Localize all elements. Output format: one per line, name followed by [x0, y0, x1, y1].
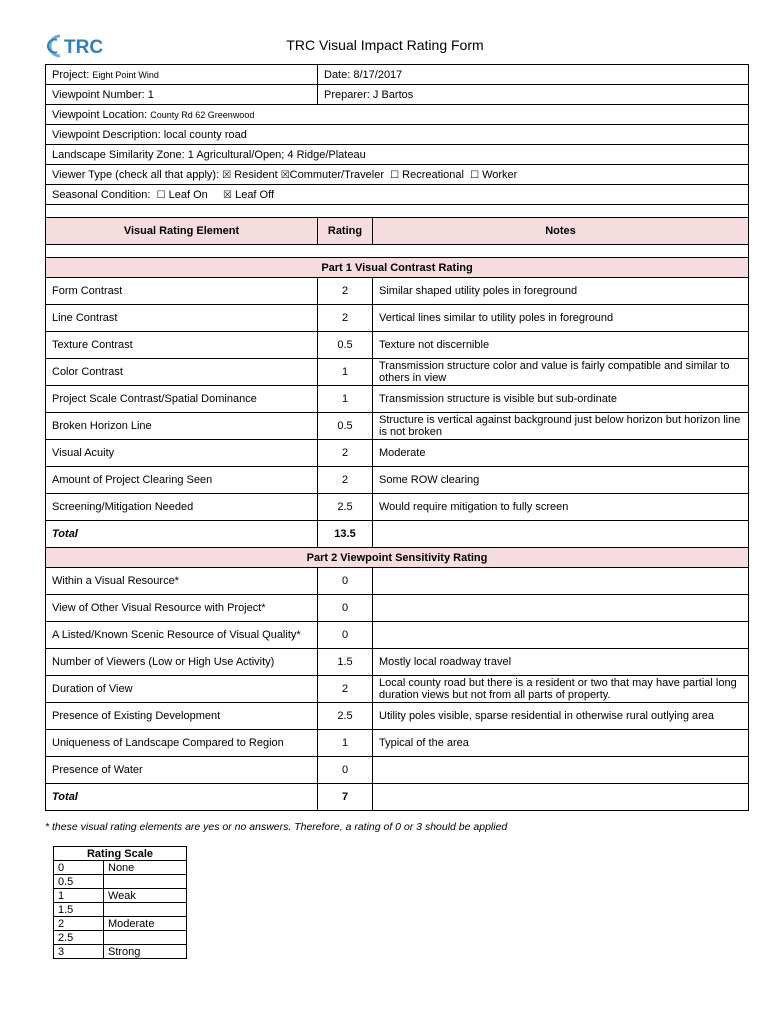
col-notes-header: Notes: [373, 218, 749, 245]
landscape-row: Landscape Similarity Zone: 1 Agricultural/Open; 4 Ridge/Plateau: [46, 145, 749, 165]
rating-value-cell: 2: [318, 278, 373, 305]
rating-element-cell: Within a Visual Resource*: [46, 568, 318, 595]
rating-scale-value: 0: [54, 861, 104, 875]
rating-scale-value: 0.5: [54, 875, 104, 889]
description-value: local county road: [163, 128, 247, 141]
viewpoint-preparer-row: [46, 85, 749, 105]
part1-title: Part 1 Visual Contrast Rating: [46, 258, 749, 278]
rating-value-cell: 0: [318, 568, 373, 595]
notes-cell: Texture not discernible: [373, 332, 749, 359]
table-row: [46, 568, 749, 595]
rating-scale-row: [54, 889, 187, 903]
rating-scale-label: [104, 903, 187, 917]
rating-scale-row: [54, 903, 187, 917]
rating-value-cell: 1: [318, 386, 373, 413]
part2-header-row: [46, 548, 749, 568]
rating-scale-value: 1: [54, 889, 104, 903]
part2-total-label: Total: [46, 784, 318, 811]
table-row: [46, 757, 749, 784]
project-date-row: [46, 65, 749, 85]
rating-value-cell: 2.5: [318, 703, 373, 730]
date-cell: Date: 8/17/2017: [318, 65, 749, 85]
table-row: [46, 386, 749, 413]
table-row: [46, 703, 749, 730]
checkbox-recreational[interactable]: ☐: [390, 169, 400, 181]
form-title: TRC Visual Impact Rating Form: [286, 37, 484, 53]
rating-element-cell: Uniqueness of Landscape Compared to Region: [46, 730, 318, 757]
table-row: [46, 622, 749, 649]
location-row: Viewpoint Location: County Rd 62 Greenwood: [46, 105, 749, 125]
rating-element-cell: Presence of Water: [46, 757, 318, 784]
part2-total-value: 7: [318, 784, 373, 811]
notes-cell: Local county road but there is a resident or two that may have partial long duration views but not from all parts of property.: [373, 676, 749, 703]
notes-cell: [373, 568, 749, 595]
rating-element-cell: Screening/Mitigation Needed: [46, 494, 318, 521]
part1-total-row: [46, 521, 749, 548]
col-element-header: Visual Rating Element: [46, 218, 318, 245]
rating-scale-label: None: [104, 861, 187, 875]
part1-total-label: Total: [46, 521, 318, 548]
viewer-type-row: Viewer Type (check all that apply): ☒ Resident ☒Commuter/Traveler ☐ Recreational ☐ Worker: [46, 165, 749, 185]
table-row: [46, 730, 749, 757]
part1-header-row: [46, 258, 749, 278]
part2-title: Part 2 Viewpoint Sensitivity Rating: [46, 548, 749, 568]
part2-total-row: [46, 784, 749, 811]
rating-scale-value: 2: [54, 917, 104, 931]
rating-element-cell: Texture Contrast: [46, 332, 318, 359]
project-value: Eight Point Wind: [92, 69, 159, 80]
col-rating-header: Rating: [318, 218, 373, 245]
rating-element-cell: Broken Horizon Line: [46, 413, 318, 440]
rating-value-cell: 0: [318, 595, 373, 622]
rating-value-cell: 2: [318, 440, 373, 467]
project-cell: Project: Eight Point Wind: [46, 65, 318, 85]
rating-element-cell: Visual Acuity: [46, 440, 318, 467]
rating-scale-label: [104, 931, 187, 945]
rating-value-cell: 2: [318, 305, 373, 332]
description-row: Viewpoint Description: local county road: [46, 125, 749, 145]
table-row: [46, 413, 749, 440]
checkbox-worker[interactable]: ☐: [470, 169, 480, 181]
part2-rows: [46, 568, 749, 784]
rating-element-cell: Number of Viewers (Low or High Use Activity): [46, 649, 318, 676]
rating-element-cell: Form Contrast: [46, 278, 318, 305]
rating-scale-row: [54, 861, 187, 875]
notes-cell: [373, 757, 749, 784]
table-row: [46, 305, 749, 332]
spacer-row: [46, 205, 749, 218]
table-row: [46, 649, 749, 676]
rating-element-cell: View of Other Visual Resource with Project*: [46, 595, 318, 622]
rating-scale-row: [54, 875, 187, 889]
rating-scale-label: Weak: [104, 889, 187, 903]
date-value: 8/17/2017: [353, 68, 403, 81]
notes-cell: Would require mitigation to fully screen: [373, 494, 749, 521]
rating-scale-row: [54, 917, 187, 931]
rating-form-table: [45, 64, 749, 811]
rating-scale-table: [53, 846, 187, 959]
column-header-row: [46, 218, 749, 245]
spacer-row: [46, 245, 749, 258]
rating-scale-row: [54, 945, 187, 959]
rating-value-cell: 0.5: [318, 332, 373, 359]
table-row: [46, 494, 749, 521]
checkbox-leaf-on[interactable]: ☐: [156, 189, 166, 201]
notes-cell: Some ROW clearing: [373, 467, 749, 494]
table-row: [46, 467, 749, 494]
landscape-value: 1 Agricultural/Open; 4 Ridge/Plateau: [187, 148, 366, 161]
rating-scale-header: [54, 847, 187, 861]
table-row: [46, 278, 749, 305]
notes-cell: [373, 595, 749, 622]
rating-value-cell: 0: [318, 622, 373, 649]
notes-cell: Utility poles visible, sparse residential in otherwise rural outlying area: [373, 703, 749, 730]
rating-scale-title: Rating Scale: [54, 847, 187, 861]
rating-element-cell: Color Contrast: [46, 359, 318, 386]
preparer-value: J Bartos: [372, 88, 414, 101]
rating-element-cell: A Listed/Known Scenic Resource of Visual Quality*: [46, 622, 318, 649]
rating-value-cell: 1: [318, 359, 373, 386]
rating-element-cell: Duration of View: [46, 676, 318, 703]
rating-scale-value: 3: [54, 945, 104, 959]
rating-value-cell: 2.5: [318, 494, 373, 521]
logo-text: TRC: [64, 37, 104, 58]
table-row: [46, 359, 749, 386]
notes-cell: Mostly local roadway travel: [373, 649, 749, 676]
rating-value-cell: 1: [318, 730, 373, 757]
location-value: County Rd 62 Greenwood: [150, 109, 255, 120]
seasonal-row: Seasonal Condition: ☐ Leaf On ☒ Leaf Off: [46, 185, 749, 205]
rating-scale-value: 2.5: [54, 931, 104, 945]
part1-rows: [46, 278, 749, 521]
rating-element-cell: Presence of Existing Development: [46, 703, 318, 730]
notes-cell: Moderate: [373, 440, 749, 467]
rating-value-cell: 2: [318, 467, 373, 494]
notes-cell: Vertical lines similar to utility poles in foreground: [373, 305, 749, 332]
notes-cell: Transmission structure color and value is fairly compatible and similar to others in view: [373, 359, 749, 386]
checkbox-leaf-off[interactable]: ☒: [223, 189, 233, 201]
table-row: [46, 440, 749, 467]
rating-scale-label: [104, 875, 187, 889]
rating-value-cell: 0: [318, 757, 373, 784]
part1-total-value: 13.5: [318, 521, 373, 548]
notes-cell: Typical of the area: [373, 730, 749, 757]
table-row: [46, 332, 749, 359]
notes-cell: Transmission structure is visible but sub-ordinate: [373, 386, 749, 413]
preparer-cell: Preparer: J Bartos: [318, 85, 749, 105]
checkbox-commuter[interactable]: ☒: [280, 169, 290, 181]
checkbox-resident[interactable]: ☒: [222, 169, 232, 181]
notes-cell: Similar shaped utility poles in foreground: [373, 278, 749, 305]
rating-value-cell: 1.5: [318, 649, 373, 676]
rating-scale-value: 1.5: [54, 903, 104, 917]
viewpoint-number-cell: Viewpoint Number: 1: [46, 85, 318, 105]
rating-value-cell: 2: [318, 676, 373, 703]
rating-value-cell: 0.5: [318, 413, 373, 440]
rating-element-cell: Line Contrast: [46, 305, 318, 332]
footnote: * these visual rating elements are yes or no answers. Therefore, a rating of 0 or 3 should be applied: [45, 821, 508, 833]
viewpoint-number-value: 1: [147, 88, 154, 101]
rating-scale-label: Moderate: [104, 917, 187, 931]
rating-element-cell: Project Scale Contrast/Spatial Dominance: [46, 386, 318, 413]
rating-element-cell: Amount of Project Clearing Seen: [46, 467, 318, 494]
table-row: [46, 676, 749, 703]
notes-cell: Structure is vertical against background just below horizon but horizon line is not broken: [373, 413, 749, 440]
notes-cell: [373, 622, 749, 649]
rating-scale-row: [54, 931, 187, 945]
table-row: [46, 595, 749, 622]
rating-scale-label: Strong: [104, 945, 187, 959]
